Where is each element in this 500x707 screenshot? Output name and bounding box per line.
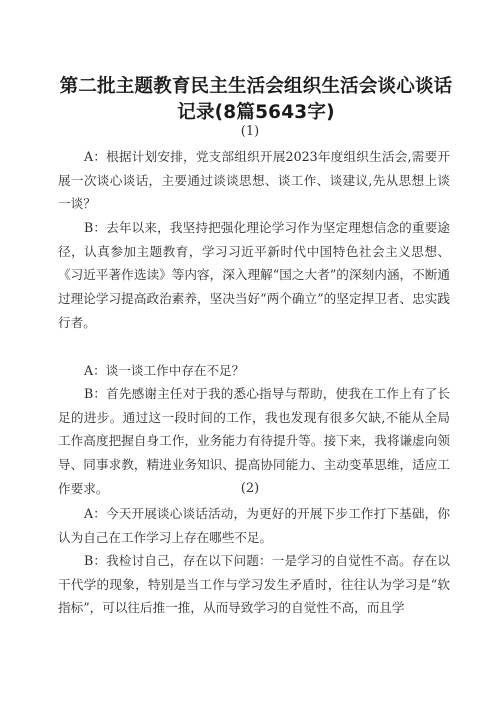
document-title: 第二批主题教育民主生活会组织生活会谈心谈话记录(8篇5643字) [59,76,453,123]
paragraph: A：今天开展谈心谈话活动，为更好的开展下步工作打下基础，你认为自己在工作学习上存在哪些不足。 [58,506,450,545]
paragraph: A：根据计划安排，党支部组织开展2023年度组织生活会,需要开展一次谈心谈话，主要通过谈谈思想、谈工作、谈建议,先从思想上谈一谈？ [58,149,450,212]
paragraph: B：首先感谢主任对于我的悉心指导与帮助，使我在工作上有了长足的进步。通过这一段时间的工作，我也发现有很多欠缺,不能从全局工作高度把握自身工作，业务能力有待提升等。接下来，我将谦虚向领导、同事求教，精进业务知识、提高协同能力、主动变革思维，适应工作要求。 [58,386,450,496]
section-heading-2: (2) [240,481,260,496]
paragraph: A：谈一谈工作中存在不足？ [84,363,245,378]
section-heading-1: (1) [240,124,260,139]
paragraph: B：我检讨自己，存在以下问题：一是学习的自觉性不高。存在以干代学的现象，特别是当工作与学习发生矛盾时，往往认为学习是“软指标”，可以往后推一推，从而导致学习的自觉性不高，而且学 [58,553,450,616]
paragraph: B：去年以来，我坚持把强化理论学习作为坚定理想信念的重要途径，认真参加主题教育，学习习近平新时代中国特色社会主义思想、《习近平著作选读》等内容，深入理解“国之大者”的深刻内涵，不断通过理论学习提高政治素养，坚决当好“两个确立”的坚定捍卫者、忠实践行者。 [58,220,450,330]
